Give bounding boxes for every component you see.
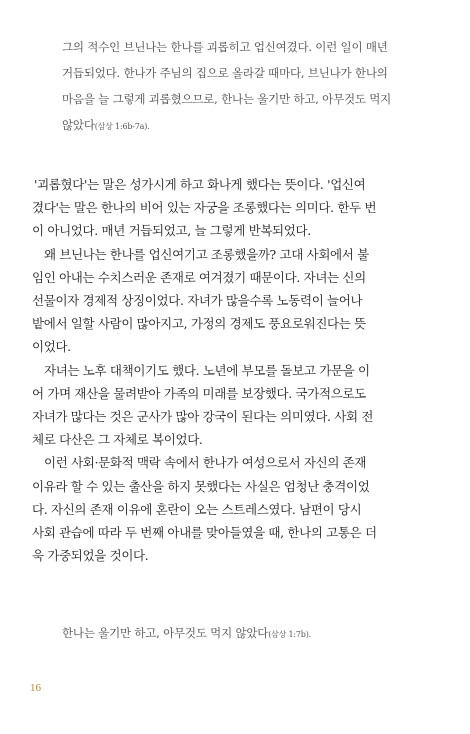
closing-quote-text: 한나는 울기만 하고, 아무것도 먹지 않았다 — [62, 626, 269, 640]
body-line: 욱 가중되었을 것이다. — [32, 548, 149, 564]
quote-line: 거듭되었다. 한나가 주님의 집으로 올라갈 때마다, 브닌나가 한나의 — [62, 66, 388, 80]
scripture-quote — [62, 34, 422, 140]
body-line: 사회 관습에 따라 두 번째 아내를 맞아들였을 때, 한나의 고통은 더 — [32, 525, 377, 541]
body-text — [32, 173, 442, 567]
body-line: 왜 브닌나는 한나를 업신여기고 조롱했을까? 고대 사회에서 불 — [44, 246, 369, 262]
body-line: 이 아니었다. 매년 거듭되었고, 늘 그렇게 반복되었다. — [32, 223, 311, 239]
body-line: 이런 사회·문화적 맥락 속에서 한나가 여성으로서 자신의 존재 — [44, 455, 367, 471]
body-line: 선물이자 경제적 상징이었다. 자녀가 많을수록 노동력이 늘어나 — [32, 293, 363, 309]
body-line: 이었다. — [32, 339, 71, 355]
closing-quote-citation: (삼상 1:7b). — [268, 630, 311, 639]
body-line: 어 가며 재산을 물려받아 가족의 미래를 보장했다. 국가적으로도 — [32, 385, 366, 401]
body-line: 밭에서 일할 사람이 많아지고, 가정의 경제도 풍요로워진다는 뜻 — [32, 316, 366, 332]
quote-line: 마음을 늘 그렇게 괴롭혔으므로, 한나는 울기만 하고, 아무것도 먹지 — [62, 92, 392, 106]
quote-line-text: 않았다 — [62, 118, 95, 132]
quote-line — [62, 112, 422, 140]
body-line: 이유라 할 수 있는 출산을 하지 못했다는 사실은 엄청난 충격이었 — [32, 478, 370, 494]
body-line: 체로 다산은 그 자체로 복이었다. — [32, 432, 203, 448]
body-line: 임인 아내는 수치스러운 존재로 여겨졌기 때문이다. 자녀는 신의 — [32, 269, 366, 285]
page-number: 16 — [30, 682, 41, 694]
body-line: 겼다'는 말은 한나의 비어 있는 자궁을 조롱했다는 의미다. 한두 번 — [32, 200, 377, 216]
body-line: 다. 자신의 존재 이유에 혼란이 오는 스트레스였다. 남편이 당시 — [32, 501, 362, 517]
closing-scripture-quote — [62, 623, 422, 645]
quote-line: 그의 적수인 브닌나는 한나를 괴롭히고 업신여겼다. 이런 일이 매년 — [62, 40, 388, 54]
body-line: 자녀는 노후 대책이기도 했다. 노년에 부모를 돌보고 가문을 이 — [44, 362, 370, 378]
body-line: '괴롭혔다'는 말은 성가시게 하고 화나게 했다는 뜻이다. '업신여 — [34, 177, 366, 192]
quote-citation: (삼상 1:6b-7a). — [94, 122, 150, 131]
body-line: 자녀가 많다는 것은 군사가 많아 강국이 된다는 의미였다. 사회 전 — [32, 409, 374, 425]
